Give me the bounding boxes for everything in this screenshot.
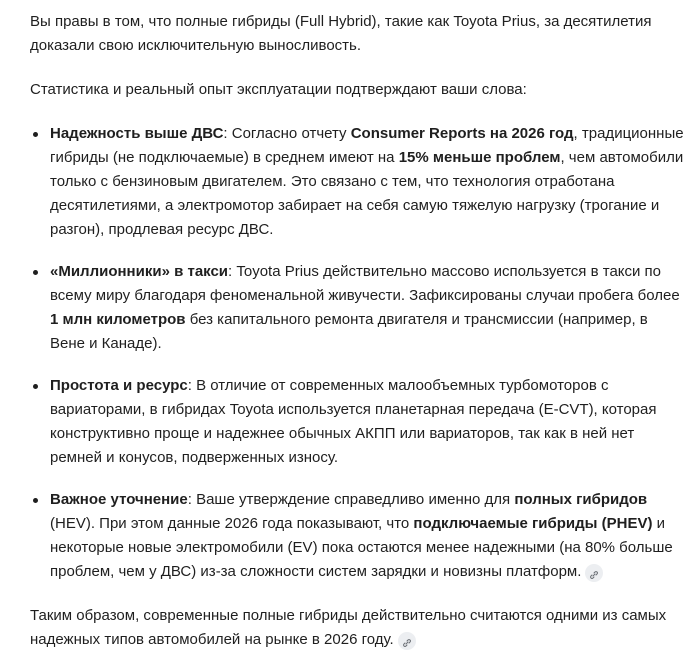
bold-text: «Миллионники» в такси	[50, 263, 229, 280]
bold-text: Простота и ресурс	[50, 377, 188, 394]
text: , традиционные гибриды (не подключаемые) в среднем имеют на	[50, 125, 684, 166]
text: : Toyota Prius действительно массово используется в такси по всему миру благодаря феноменальной живучести. Зафиксированы случаи пробега более	[50, 263, 680, 304]
link-icon	[402, 638, 412, 648]
text: (HEV). При этом данные 2026 года показывают, что	[50, 515, 414, 532]
bold-text: полных гибридов	[514, 491, 648, 508]
bullet-item	[30, 122, 684, 242]
bold-text: Consumer Reports на 2026 год	[350, 125, 574, 142]
source-link-button[interactable]	[585, 564, 603, 582]
link-icon	[589, 570, 599, 580]
text: , чем автомобили только с бензиновым двигателем. Это связано с тем, что технология отработана десятилетиями, а электромотор забирает на себя самую тяжелую нагрузку (трогание и разгон), продлевая ресурс ДВС.	[50, 149, 684, 238]
text: : Ваше утверждение справедливо именно для	[187, 491, 515, 508]
text: без капитального ремонта двигателя и трансмиссии (например, в Вене и Канаде).	[50, 311, 648, 352]
lead-paragraph: Статистика и реальный опыт эксплуатации подтверждают ваши слова:	[30, 81, 527, 98]
conclusion-text: Таким образом, современные полные гибриды действительно считаются одними из самых надежных типов автомобилей на рынке в 2026 году.	[30, 607, 667, 648]
bold-text: 1 млн километров	[50, 311, 186, 328]
bullet-item	[30, 260, 684, 356]
source-link-button[interactable]	[398, 632, 416, 650]
bullet-item	[30, 374, 684, 470]
text: : В отличие от современных малообъемных турбомоторов с вариаторами, в гибридах Toyota используется планетарная передача (E-CVT), которая конструктивно проще и надежнее обычных АКПП или вариаторов, так как в ней нет ремней и конусов, подверженных износу.	[50, 377, 657, 466]
bold-text: подключаемые гибриды (PHEV)	[413, 515, 653, 532]
text: и некоторые новые электромобили (EV) пока остаются менее надежными (на 80% больше проблем, чем у ДВС) из-за сложности систем зарядки и новизны платформ.	[50, 515, 673, 580]
conclusion-paragraph	[30, 604, 670, 652]
bullet-item	[30, 488, 684, 584]
bold-text: Важное уточнение	[50, 491, 188, 508]
intro-paragraph: Вы правы в том, что полные гибриды (Full Hybrid), такие как Toyota Prius, за десятилетия доказали свою исключительную выносливость.	[30, 13, 652, 54]
bullet-list	[30, 122, 684, 584]
bold-text: 15% меньше проблем	[398, 149, 561, 166]
text: : Согласно отчету	[223, 125, 351, 142]
bold-text: Надежность выше ДВС	[50, 125, 224, 142]
